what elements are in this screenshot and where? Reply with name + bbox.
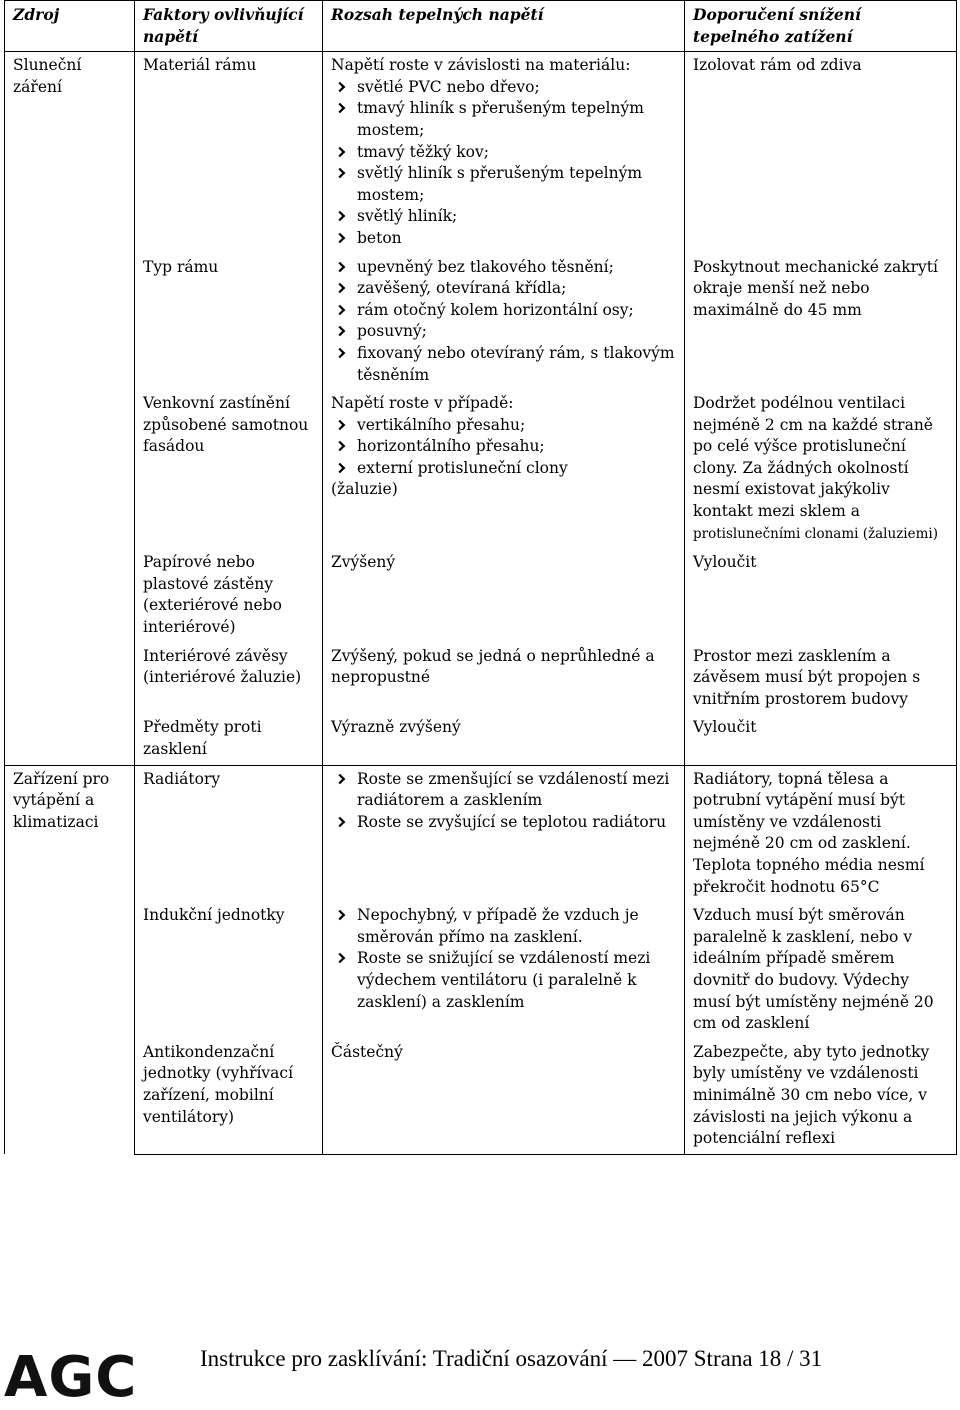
range-cell: [323, 902, 685, 1039]
recommendation-cell: Izolovat rám od zdiva: [685, 52, 957, 254]
range-list: [331, 415, 676, 480]
range-cell: Zvýšený, pokud se jedná o neprůhledné a nepropustné: [323, 643, 685, 715]
table-row: [5, 643, 957, 715]
factor-cell: Radiátory: [135, 765, 323, 902]
range-list: [331, 769, 676, 834]
list-item: rám otočný kolem horizontální osy;: [331, 300, 676, 322]
list-item: posuvný;: [331, 321, 676, 343]
range-list: [331, 257, 676, 387]
list-item: Nepochybný, v případě že vzduch je směrován přímo na zasklení.: [331, 905, 676, 948]
factor-cell: Papírové nebo plastové zástěny (exteriérové nebo interiérové): [135, 549, 323, 642]
range-list: [331, 905, 676, 1013]
list-item: světlý hliník s přerušeným tepelným mostem;: [331, 163, 676, 206]
source-heating: Zařízení pro vytápění a klimatizaci: [5, 765, 135, 1154]
table-row: [5, 1039, 957, 1154]
list-item: Roste se zvyšující se teplotou radiátoru: [331, 812, 676, 834]
list-item: světlé PVC nebo dřevo;: [331, 77, 676, 99]
range-cell: [323, 765, 685, 902]
table-row: [5, 390, 957, 549]
recommendation-cell: Zabezpečte, aby tyto jednotky byly umístěny ve vzdálenosti minimálně 30 cm nebo více, v závislosti na jejich výkonu a potenciální reflexi: [685, 1039, 957, 1154]
header-factors: Faktory ovlivňující napětí: [135, 1, 323, 52]
list-item: vertikálního přesahu;: [331, 415, 676, 437]
table-row: [5, 52, 957, 254]
recommendation-cell: Vyloučit: [685, 549, 957, 642]
table-header-row: [5, 1, 957, 52]
table-row: [5, 765, 957, 902]
factor-cell: Venkovní zastínění způsobené samotnou fasádou: [135, 390, 323, 549]
header-recommendation: Doporučení snížení tepelného zatížení: [685, 1, 957, 52]
list-item: zavěšený, otevíraná křídla;: [331, 278, 676, 300]
list-item: Roste se snižující se vzdáleností mezi výdechem ventilátoru (i paralelně k zasklení) a zasklením: [331, 948, 676, 1013]
factor-cell: Indukční jednotky: [135, 902, 323, 1039]
table-row: [5, 902, 957, 1039]
range-cell: [323, 52, 685, 254]
list-item: Roste se zmenšující se vzdáleností mezi radiátorem a zasklením: [331, 769, 676, 812]
recommendation-cell: Prostor mezi zasklením a závěsem musí být propojen s vnitřním prostorem budovy: [685, 643, 957, 715]
factor-cell: Předměty proti zasklení: [135, 714, 323, 765]
factor-cell: Interiérové závěsy (interiérové žaluzie): [135, 643, 323, 715]
factor-cell: Antikondenzační jednotky (vyhřívací zařízení, mobilní ventilátory): [135, 1039, 323, 1154]
recommendation-small: protislunečními clonami (žaluziemi): [693, 525, 938, 542]
thermal-stress-table: [4, 0, 957, 1155]
range-cell: [323, 254, 685, 391]
list-item: tmavý hliník s přerušeným tepelným mostem;: [331, 98, 676, 141]
recommendation-cell: [685, 390, 957, 549]
recommendation-text: Dodržet podélnou ventilaci nejméně 2 cm na každé straně po celé výšce protisluneční clony. Za žádných okolností nesmí existovat jakýkoliv kontakt mezi sklem a: [693, 394, 933, 521]
recommendation-cell: Poskytnout mechanické zakrytí okraje menší než nebo maximálně do 45 mm: [685, 254, 957, 391]
range-intro: Napětí roste v případě:: [331, 394, 514, 413]
header-range: Rozsah tepelných napětí: [323, 1, 685, 52]
list-item: upevněný bez tlakového těsnění;: [331, 257, 676, 279]
range-after: (žaluzie): [331, 480, 398, 499]
range-cell: [323, 390, 685, 549]
source-solar: Sluneční záření: [5, 52, 135, 765]
table-row: [5, 714, 957, 765]
list-item: horizontálního přesahu;: [331, 436, 676, 458]
table-row: [5, 549, 957, 642]
range-list: [331, 77, 676, 250]
agc-logo: AGC: [4, 1345, 138, 1410]
list-item: fixovaný nebo otevíraný rám, s tlakovým těsněním: [331, 343, 676, 386]
list-item: světlý hliník;: [331, 206, 676, 228]
recommendation-cell: Radiátory, topná tělesa a potrubní vytápění musí být umístěny ve vzdálenosti nejméně 20 cm od zasklení. Teplota topného média nesmí překročit hodnotu 65°C: [685, 765, 957, 902]
list-item: tmavý těžký kov;: [331, 142, 676, 164]
range-intro: Napětí roste v závislosti na materiálu:: [331, 56, 631, 75]
header-source: Zdroj: [5, 1, 135, 52]
range-cell: Částečný: [323, 1039, 685, 1154]
factor-cell: Materiál rámu: [135, 52, 323, 254]
factor-cell: Typ rámu: [135, 254, 323, 391]
list-item: externí protisluneční clony: [331, 458, 676, 480]
recommendation-cell: Vzduch musí být směrován paralelně k zasklení, nebo v ideálním případě směrem dovnitř do budovy. Výdechy musí být umístěny nejméně 20 cm od zasklení: [685, 902, 957, 1039]
table-row: [5, 254, 957, 391]
range-cell: Výrazně zvýšený: [323, 714, 685, 765]
list-item: beton: [331, 228, 676, 250]
page-footer: [0, 1340, 960, 1410]
range-cell: Zvýšený: [323, 549, 685, 642]
recommendation-cell: Vyloučit: [685, 714, 957, 765]
footer-text: Instrukce pro zasklívání: Tradiční osazování — 2007 Strana 18 / 31: [200, 1346, 823, 1371]
